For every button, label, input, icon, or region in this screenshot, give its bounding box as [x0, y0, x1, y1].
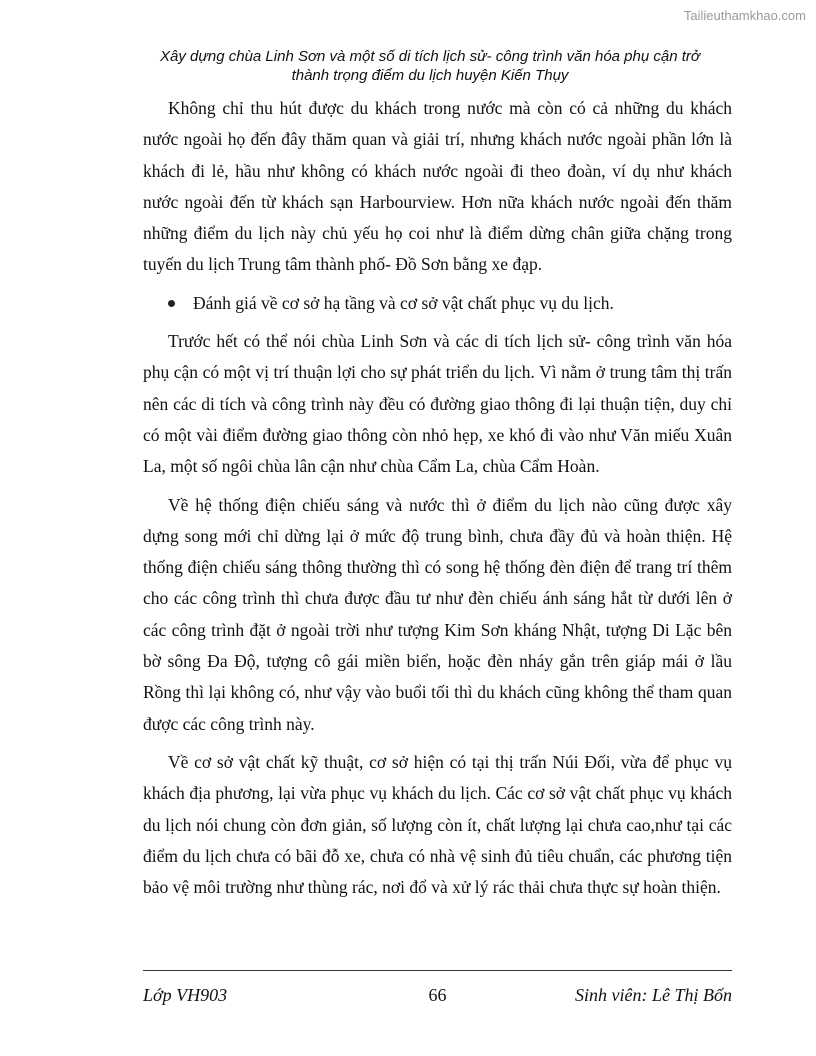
bullet-dot-icon	[168, 300, 175, 307]
header-line-2: thành trọng điểm du lịch huyện Kiến Thụy	[291, 67, 569, 84]
footer-divider	[143, 970, 732, 971]
page-footer	[143, 985, 732, 1009]
footer-class-label: Lớp VH903	[143, 985, 228, 1005]
bullet-item	[143, 288, 732, 319]
watermark: Tailieuthamkhao.com	[683, 8, 806, 23]
bullet-text: Đánh giá về cơ sở hạ tầng và cơ sở vật chất phục vụ du lịch.	[193, 292, 614, 313]
paragraph-2: Trước hết có thể nói chùa Linh Sơn và các di tích lịch sử- công trình văn hóa phụ cận có một vị trí thuận lợi cho sự phát triển du lịch. Vì nằm ở trung tâm thị trấn nên các di tích và công trình này đều có đường giao thông đi lại thuận tiện, duy chỉ có một vài điểm đường giao thông còn nhỏ hẹp, xe khó đi vào như Văn miếu Xuân La, một số ngôi chùa lân cận như chùa Cẩm La, chùa Cẩm Hoàn.	[143, 331, 732, 477]
running-header	[120, 47, 740, 85]
footer-student: Sinh viên: Lê Thị Bốn	[575, 985, 732, 1005]
page-number: 66	[428, 985, 447, 1005]
paragraph-1: Không chỉ thu hút được du khách trong nước mà còn có cả những du khách nước ngoài họ đến đây thăm quan và giải trí, nhưng khách nước ngoài phần lớn là khách đi lẻ, hầu như không có khách nước ngoài đi theo đoàn, ví dụ như khách nước ngoài đến từ khách sạn Harbourview. Hơn nữa khách nước ngoài đến thăm những điểm du lịch này chủ yếu họ coi như là điểm dừng chân giữa chặng trong tuyến du lịch Trung tâm thành phố- Đồ Sơn bằng xe đạp.	[143, 98, 732, 275]
paragraph-4: Về cơ sở vật chất kỹ thuật, cơ sở hiện có tại thị trấn Núi Đối, vừa để phục vụ khách địa phương, lại vừa phục vụ khách du lịch. Các cơ sở vật chất phục vụ khách du lịch nói chung còn đơn giản, số lượng còn ít, chất lượng lại chưa cao,như tại các điểm du lịch chưa có bãi đỗ xe, chưa có nhà vệ sinh đủ tiêu chuẩn, các phương tiện bảo vệ môi trường như thùng rác, nơi đổ và xử lý rác thải chưa thực sự hoàn thiện.	[143, 751, 732, 898]
paragraph-3: Về hệ thống điện chiếu sáng và nước thì ở điểm du lịch nào cũng được xây dựng song mới chỉ dừng lại ở mức độ trung bình, chưa đầy đủ và hoàn thiện. Hệ thống điện chiếu sáng thông thường thì có song hệ thống đèn điện để trang trí thêm cho các công trình thì chưa được đầu tư như đèn chiếu ánh sáng hắt từ dưới lên ở các công trình đặt ở ngoài trời như tượng Kim Sơn kháng Nhật, tượng Di Lặc bên bờ sông Đa Độ, tượng cô gái miền biển, hoặc đèn nháy gắn trên giáp mái ở lầu Rồng thì lại không có, như vậy vào buổi tối thì du khách cũng không thể tham quan được các công trình này.	[143, 494, 732, 734]
header-line-1: Xây dựng chùa Linh Sơn và một số di tích lịch sử- công trình văn hóa phụ cận trở	[160, 48, 700, 65]
document-body	[143, 93, 732, 910]
